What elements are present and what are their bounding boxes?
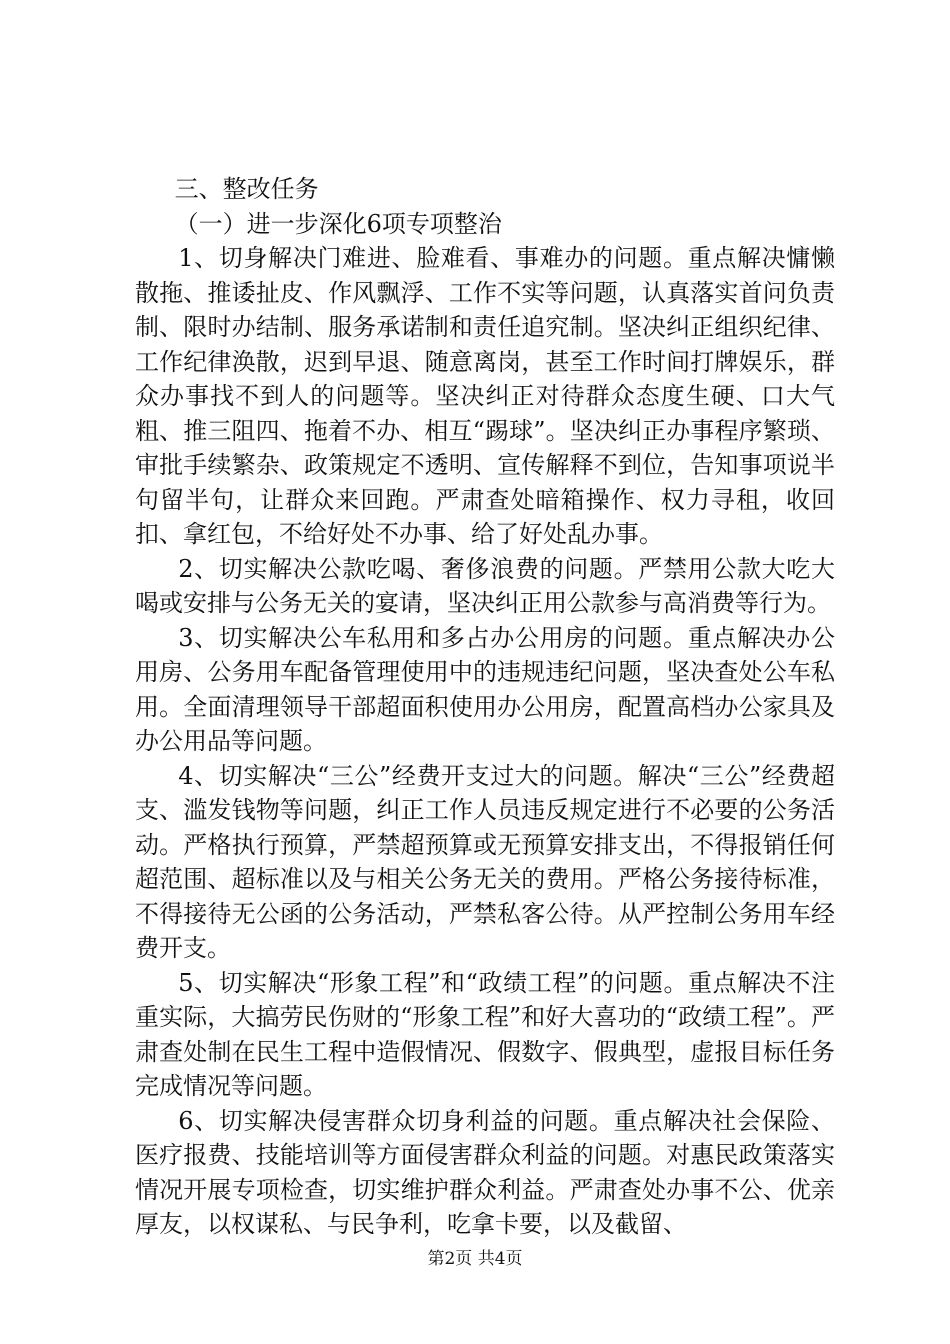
page-footer: 第2页 共4页	[427, 1249, 523, 1269]
paragraph-3: 3、切实解决公车私用和多占办公用房的问题。重点解决办公用房、公务用车配备管理使用中的违规违纪问题，坚决查处公车私用。全面清理领导干部超面积使用办公用房，配置高档办公家具及办公用品等问题。	[135, 623, 835, 755]
document-body	[135, 172, 835, 1242]
paragraph-1: 1、切身解决门难进、脸难看、事难办的问题。重点解决慵懒散拖、推诿扯皮、作风飘浮、工作不实等问题，认真落实首问负责制、限时办结制、服务承诺制和责任追究制。坚决纠正组织纪律、工作纪律涣散，迟到早退、随意离岗，甚至工作时间打牌娱乐，群众办事找不到人的问题等。坚决纠正对待群众态度生硬、口大气粗、推三阻四、拖着不办、相互“踢球”。坚决纠正办事程序繁琐、审批手续繁杂、政策规定不透明、宣传解释不到位，告知事项说半句留半句，让群众来回跑。严肃查处暗箱操作、权力寻租，收回扣、拿红包，不给好处不办事、给了好处乱办事。	[135, 244, 835, 548]
subsection-title: （一）进一步深化6项专项整治	[174, 209, 502, 238]
section-title: 三、整改任务	[174, 175, 319, 203]
paragraph-2: 2、切实解决公款吃喝、奢侈浪费的问题。严禁用公款大吃大喝或安排与公务无关的宴请，坚决纠正用公款参与高消费等行为。	[135, 554, 835, 617]
paragraph-5: 5、切实解决“形象工程”和“政绩工程”的问题。重点解决不注重实际，大搞劳民伤财的“形象工程”和好大喜功的“政绩工程”。严肃查处制在民生工程中造假情况、假数字、假典型，虚报目标任务完成情况等问题。	[135, 968, 835, 1100]
paragraph-6: 6、切实解决侵害群众切身利益的问题。重点解决社会保险、医疗报费、技能培训等方面侵害群众利益的问题。对惠民政策落实情况开展专项检查，切实维护群众利益。严肃查处办事不公、优亲厚友，以权谋私、与民争利，吃拿卡要，以及截留、	[135, 1106, 835, 1238]
paragraph-4: 4、切实解决“三公”经费开支过大的问题。解决“三公”经费超支、滥发钱物等问题，纠正工作人员违反规定进行不必要的公务活动。严格执行预算，严禁超预算或无预算安排支出，不得报销任何超范围、超标准以及与相关公务无关的费用。严格公务接待标准，不得接待无公函的公务活动，严禁私客公待。从严控制公务用车经费开支。	[135, 761, 835, 962]
